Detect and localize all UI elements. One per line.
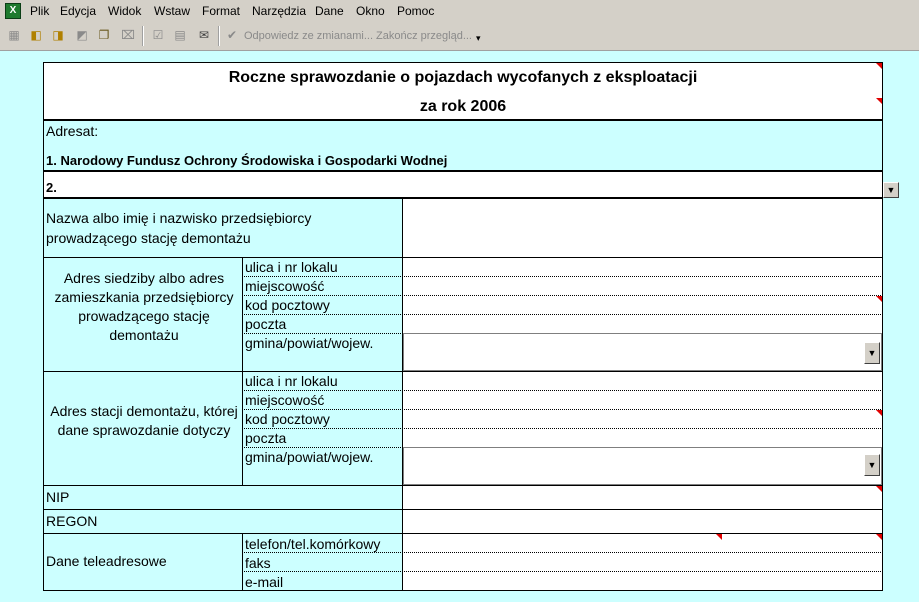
reply-with-changes-button[interactable]: Odpowiedz ze zmianami... (244, 30, 373, 42)
phone-label: telefon/tel.komórkowy (245, 536, 381, 552)
station-post-office-label: poczta (245, 430, 287, 446)
reply-changes-icon: ✔ (226, 28, 238, 42)
row-divider (242, 295, 883, 296)
show-all-comments-icon[interactable]: ❐ (98, 28, 110, 42)
menu-pomoc[interactable]: Pomoc (397, 4, 435, 18)
send-mail-icon[interactable]: ✉ (198, 28, 210, 42)
name-label: Nazwa albo imię i nazwisko przedsiębiorcy prowadzącego stację demontażu (46, 210, 312, 246)
station-address-label: Adres stacji demontażu, której dane sprawozdanie dotyczy (50, 402, 238, 438)
row-divider (242, 571, 883, 572)
seat-post-office-label: poczta (245, 316, 287, 332)
menu-plik[interactable]: Plik (30, 4, 50, 18)
station-commune-dropdown-button[interactable]: ▼ (864, 454, 880, 476)
row-divider (242, 390, 883, 391)
report-title: Roczne sprawozdanie o pojazdach wycofanych z eksploatacji (228, 69, 698, 86)
menu-widok[interactable]: Widok (108, 4, 142, 18)
nip-label: NIP (46, 489, 70, 505)
email-label: e-mail (245, 574, 284, 590)
track-changes-icon[interactable]: ☑ (152, 28, 164, 42)
toolbar-options-chevron-icon[interactable]: ▾ (476, 33, 481, 43)
excel-app-icon[interactable]: X (5, 3, 21, 19)
report-year: za rok 2006 (419, 98, 507, 115)
name-input[interactable] (402, 198, 883, 258)
seat-address-label: Adres siedziby albo adres zamieszkania przedsiębiorcy prowadzącego stację demontażu (54, 269, 234, 343)
toolbar-separator (142, 26, 144, 46)
row-divider (242, 314, 883, 315)
comment-indicator[interactable] (876, 98, 882, 104)
menu-wstaw[interactable]: Wstaw (154, 4, 190, 18)
worksheet (0, 51, 919, 602)
contact-label: Dane teleadresowe (46, 553, 167, 569)
station-street-label: ulica i nr lokalu (245, 373, 338, 389)
contact-divider-left (242, 533, 243, 591)
seat-postcode-label: kod pocztowy (245, 297, 330, 313)
menu-dane[interactable]: Dane (315, 4, 344, 18)
nip-input[interactable] (402, 485, 883, 510)
regon-input[interactable] (402, 509, 883, 534)
comment-indicator[interactable] (876, 486, 882, 492)
comment-indicator[interactable] (716, 534, 722, 540)
adresat-2-cell[interactable] (43, 171, 883, 198)
seat-commune-select[interactable] (403, 333, 882, 371)
regon-label: REGON (46, 513, 98, 529)
seat-commune-label: gmina/powiat/wojew. (245, 335, 374, 351)
comment-indicator[interactable] (876, 534, 882, 540)
adresat-label: Adresat: (46, 123, 99, 139)
adresat-2: 2. (46, 180, 57, 195)
toolbar-separator (218, 26, 220, 46)
station-postcode-label: kod pocztowy (245, 411, 330, 427)
row-divider (242, 428, 883, 429)
seat-street-label: ulica i nr lokalu (245, 259, 338, 275)
delete-comment-icon[interactable]: ⌧ (121, 28, 135, 42)
share-workbook-icon[interactable]: ▦ (8, 28, 20, 42)
menu-okno[interactable]: Okno (356, 4, 385, 18)
row-divider (242, 409, 883, 410)
previous-comment-icon[interactable]: ◧ (30, 28, 42, 42)
menu-bar (0, 0, 919, 22)
adresat-dropdown-button[interactable]: ▼ (883, 182, 899, 198)
protect-sheet-icon[interactable]: ▤ (174, 28, 186, 42)
reviewing-toolbar (0, 22, 919, 51)
comment-indicator[interactable] (876, 410, 882, 416)
nip-label-cell (43, 485, 403, 510)
seat-commune-dropdown-button[interactable]: ▼ (864, 342, 880, 364)
menu-edycja[interactable]: Edycja (60, 4, 97, 18)
comment-indicator[interactable] (876, 296, 882, 302)
row-divider (242, 276, 883, 277)
station-city-label: miejscowość (245, 392, 325, 408)
seat-city-label: miejscowość (245, 278, 325, 294)
contact-input-area (403, 534, 882, 590)
end-review-button[interactable]: Zakończ przegląd... (376, 30, 472, 42)
next-comment-icon[interactable]: ◨ (52, 28, 64, 42)
fax-label: faks (245, 555, 271, 571)
menu-narzedzia[interactable]: Narzędzia (252, 4, 307, 18)
row-divider (242, 552, 883, 553)
show-comment-icon[interactable]: ◩ (76, 28, 88, 42)
menu-format[interactable]: Format (202, 4, 241, 18)
station-commune-label: gmina/powiat/wojew. (245, 449, 374, 465)
adresat-1: 1. Narodowy Fundusz Ochrony Środowiska i Gospodarki Wodnej (46, 153, 448, 168)
comment-indicator[interactable] (876, 63, 882, 69)
station-commune-select[interactable] (403, 447, 882, 485)
